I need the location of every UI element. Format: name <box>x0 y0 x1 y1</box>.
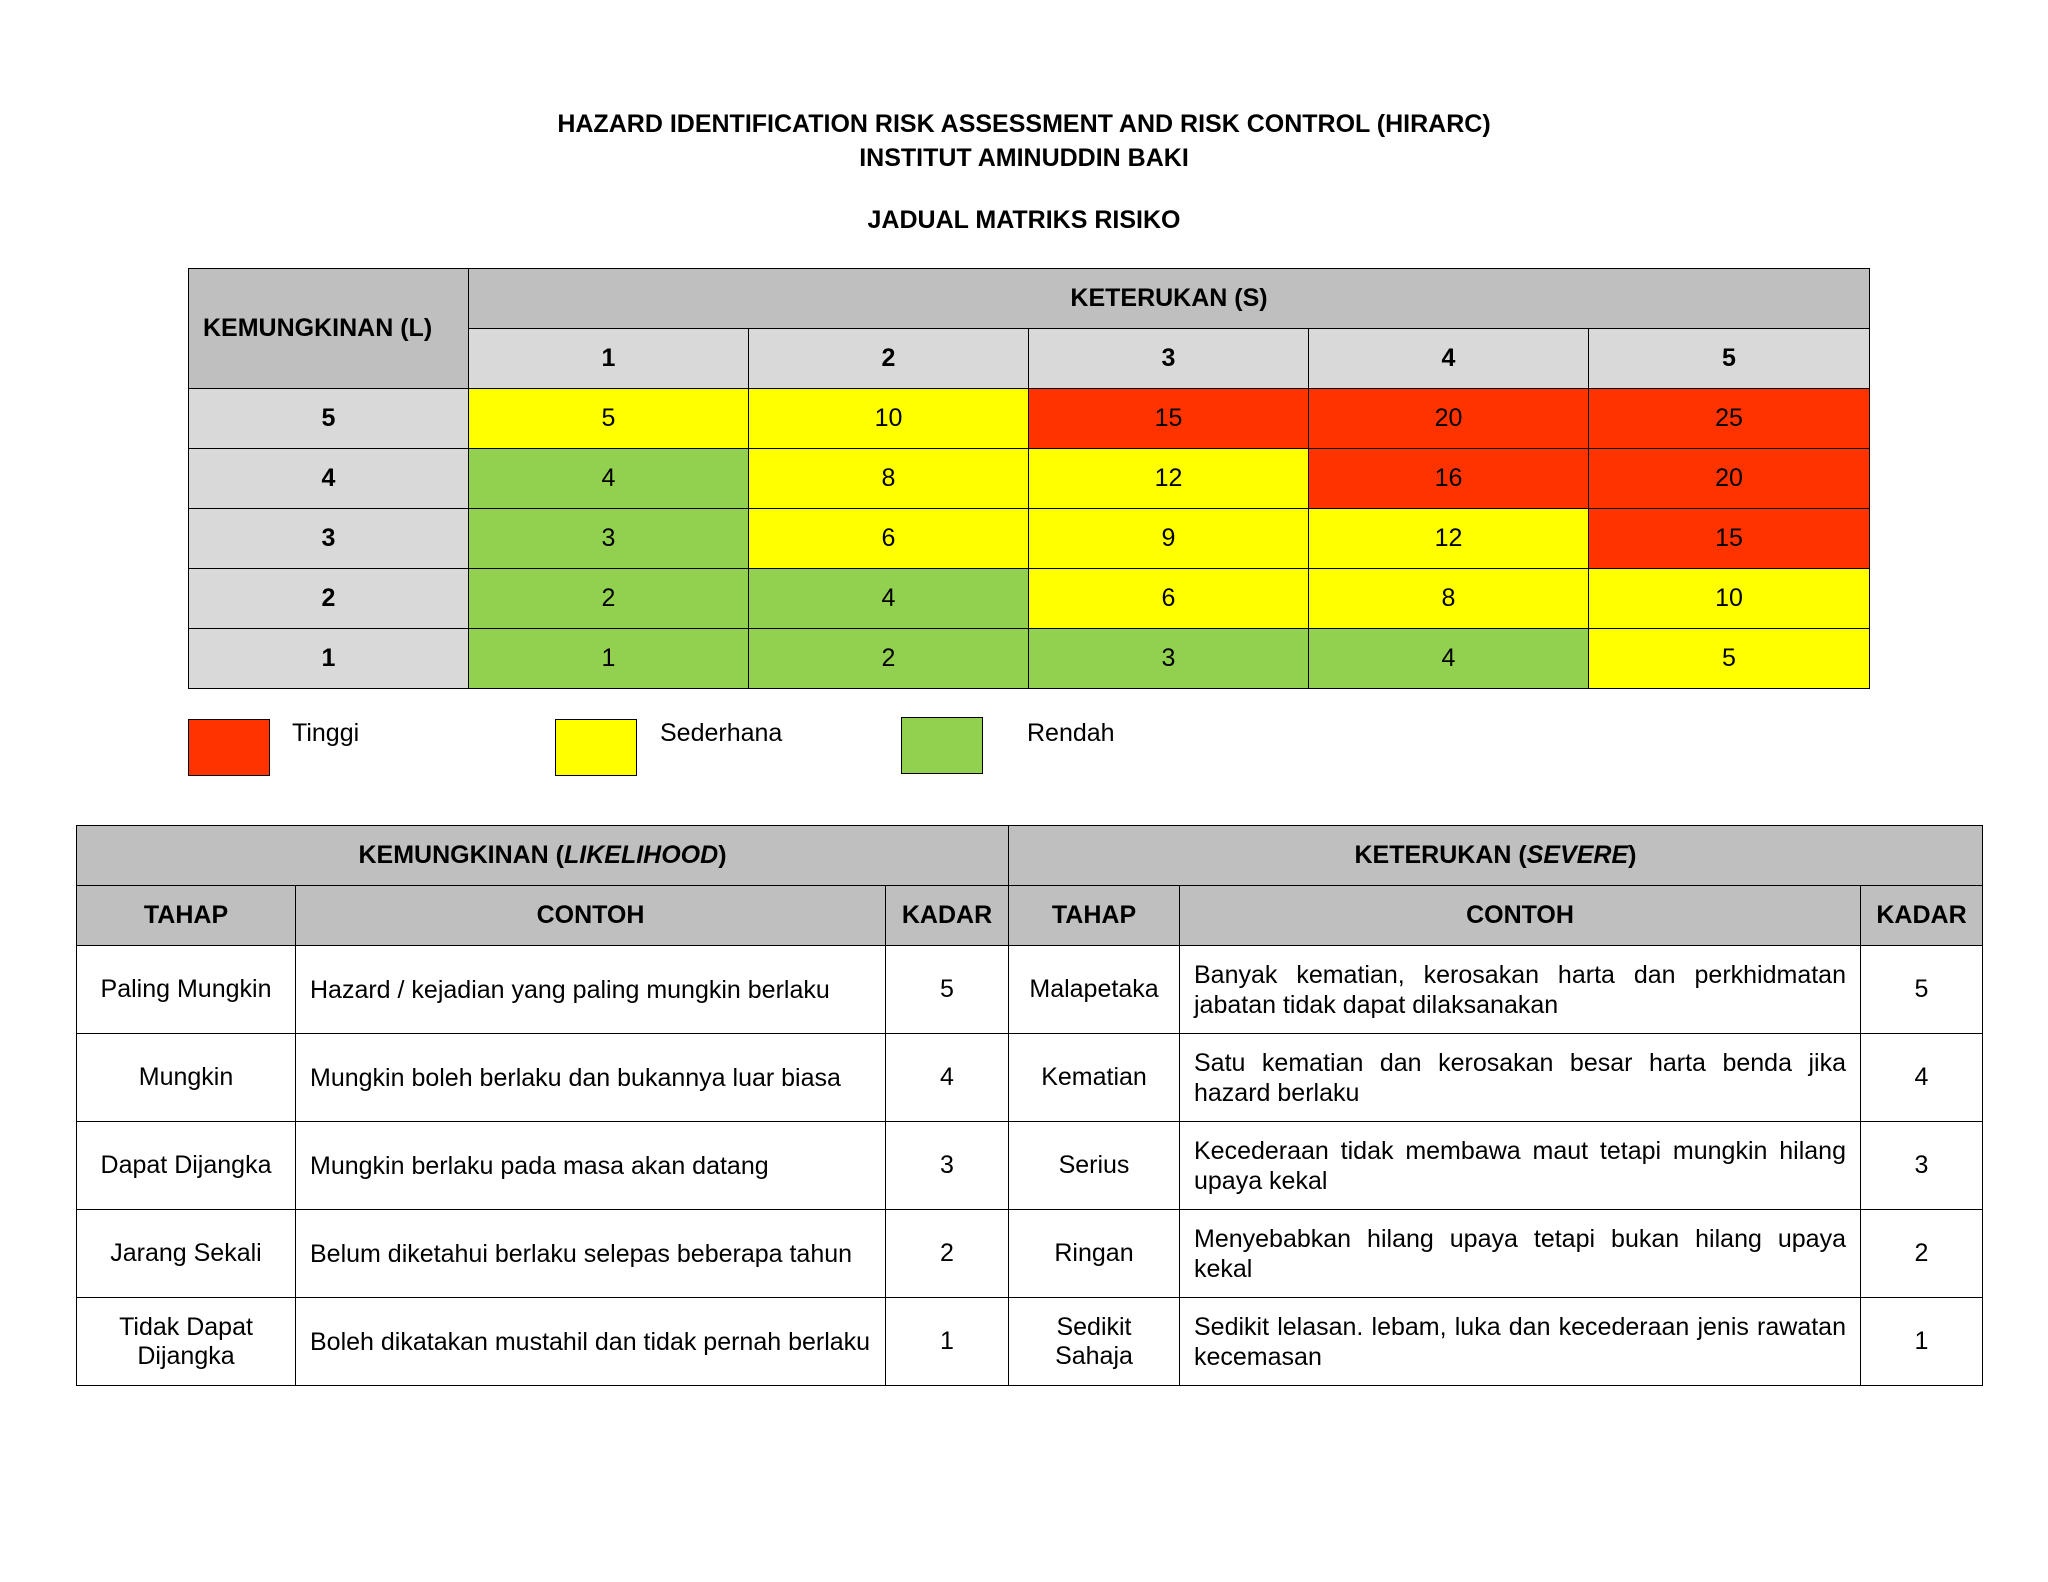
likelihood-contoh-cell: Mungkin berlaku pada masa akan datang <box>296 1122 886 1210</box>
risk-cell-rendah: 2 <box>749 629 1029 689</box>
likelihood-level-label: 4 <box>189 449 469 509</box>
scale-row <box>77 946 1983 1034</box>
severity-tahap-cell: Kematian <box>1009 1034 1180 1122</box>
matrix-row <box>189 389 1870 449</box>
matrix-row <box>189 629 1870 689</box>
risk-cell-tinggi: 20 <box>1309 389 1589 449</box>
legend-label-sederhana: Sederhana <box>660 719 783 747</box>
likelihood-section-header: KEMUNGKINAN (LIKELIHOOD) <box>77 826 1009 886</box>
severity-contoh-cell: Sedikit lelasan. lebam, luka dan kecederaan jenis rawatan kecemasan <box>1180 1298 1861 1386</box>
risk-cell-rendah: 1 <box>469 629 749 689</box>
likelihood-tahap-cell: Paling Mungkin <box>77 946 296 1034</box>
likelihood-contoh-cell: Mungkin boleh berlaku dan bukannya luar biasa <box>296 1034 886 1122</box>
matrix-row <box>189 509 1870 569</box>
risk-cell-rendah: 4 <box>1309 629 1589 689</box>
likelihood-tahap-cell: Dapat Dijangka <box>77 1122 296 1210</box>
document-title: HAZARD IDENTIFICATION RISK ASSESSMENT AND RISK CONTROL (HIRARC) <box>557 110 1491 138</box>
risk-cell-tinggi: 15 <box>1589 509 1870 569</box>
legend-swatch-rendah <box>901 717 983 774</box>
col-header-likelihood-contoh: CONTOH <box>296 886 886 946</box>
risk-cell-sederhana: 8 <box>749 449 1029 509</box>
likelihood-tahap-cell: Jarang Sekali <box>77 1210 296 1298</box>
risk-cell-sederhana: 5 <box>469 389 749 449</box>
institution-name: INSTITUT AMINUDDIN BAKI <box>859 144 1189 172</box>
severity-tahap-cell: Sedikit Sahaja <box>1009 1298 1180 1386</box>
likelihood-tahap-cell: Mungkin <box>77 1034 296 1122</box>
severity-contoh-cell: Banyak kematian, kerosakan harta dan perkhidmatan jabatan tidak dapat dilaksanakan <box>1180 946 1861 1034</box>
severity-tahap-cell: Ringan <box>1009 1210 1180 1298</box>
scale-row <box>77 1210 1983 1298</box>
matrix-title: JADUAL MATRIKS RISIKO <box>867 206 1181 234</box>
severity-kadar-cell: 5 <box>1861 946 1983 1034</box>
severity-level-header: 1 <box>469 329 749 389</box>
severity-level-header: 3 <box>1029 329 1309 389</box>
scale-row <box>77 1122 1983 1210</box>
risk-cell-rendah: 2 <box>469 569 749 629</box>
risk-cell-sederhana: 10 <box>749 389 1029 449</box>
risk-cell-rendah: 3 <box>1029 629 1309 689</box>
likelihood-kadar-cell: 4 <box>886 1034 1009 1122</box>
risk-cell-sederhana: 5 <box>1589 629 1870 689</box>
risk-matrix-table <box>188 268 1870 689</box>
risk-cell-sederhana: 6 <box>749 509 1029 569</box>
severity-section-header: KETERUKAN (SEVERE) <box>1009 826 1983 886</box>
severity-tahap-cell: Malapetaka <box>1009 946 1180 1034</box>
likelihood-contoh-cell: Belum diketahui berlaku selepas beberapa tahun <box>296 1210 886 1298</box>
likelihood-kadar-cell: 3 <box>886 1122 1009 1210</box>
severity-contoh-cell: Kecederaan tidak membawa maut tetapi mungkin hilang upaya kekal <box>1180 1122 1861 1210</box>
risk-cell-tinggi: 25 <box>1589 389 1870 449</box>
legend-swatch-tinggi <box>188 719 270 776</box>
severity-kadar-cell: 2 <box>1861 1210 1983 1298</box>
risk-cell-sederhana: 6 <box>1029 569 1309 629</box>
col-header-likelihood-tahap: TAHAP <box>77 886 296 946</box>
severity-contoh-cell: Menyebabkan hilang upaya tetapi bukan hilang upaya kekal <box>1180 1210 1861 1298</box>
risk-cell-sederhana: 9 <box>1029 509 1309 569</box>
severity-level-header: 5 <box>1589 329 1870 389</box>
col-header-severity-contoh: CONTOH <box>1180 886 1861 946</box>
scale-row <box>77 1298 1983 1386</box>
col-header-likelihood-kadar: KADAR <box>886 886 1009 946</box>
severity-tahap-cell: Serius <box>1009 1122 1180 1210</box>
severity-kadar-cell: 4 <box>1861 1034 1983 1122</box>
matrix-row <box>189 569 1870 629</box>
severity-kadar-cell: 3 <box>1861 1122 1983 1210</box>
severity-level-header: 4 <box>1309 329 1589 389</box>
severity-kadar-cell: 1 <box>1861 1298 1983 1386</box>
severity-level-header: 2 <box>749 329 1029 389</box>
col-header-severity-kadar: KADAR <box>1861 886 1983 946</box>
likelihood-kadar-cell: 5 <box>886 946 1009 1034</box>
risk-cell-sederhana: 10 <box>1589 569 1870 629</box>
likelihood-tahap-cell: Tidak Dapat Dijangka <box>77 1298 296 1386</box>
likelihood-severity-scale-table <box>76 825 1983 1386</box>
legend-swatch-sederhana <box>555 719 637 776</box>
likelihood-level-label: 5 <box>189 389 469 449</box>
risk-cell-sederhana: 12 <box>1029 449 1309 509</box>
likelihood-kadar-cell: 2 <box>886 1210 1009 1298</box>
severity-contoh-cell: Satu kematian dan kerosakan besar harta benda jika hazard berlaku <box>1180 1034 1861 1122</box>
risk-cell-sederhana: 8 <box>1309 569 1589 629</box>
risk-cell-tinggi: 16 <box>1309 449 1589 509</box>
risk-cell-rendah: 3 <box>469 509 749 569</box>
likelihood-level-label: 1 <box>189 629 469 689</box>
col-header-severity-tahap: TAHAP <box>1009 886 1180 946</box>
severity-axis-header: KETERUKAN (S) <box>469 269 1870 329</box>
risk-cell-sederhana: 12 <box>1309 509 1589 569</box>
risk-cell-tinggi: 15 <box>1029 389 1309 449</box>
likelihood-contoh-cell: Hazard / kejadian yang paling mungkin berlaku <box>296 946 886 1034</box>
scale-row <box>77 1034 1983 1122</box>
likelihood-level-label: 3 <box>189 509 469 569</box>
legend-label-tinggi: Tinggi <box>292 719 360 747</box>
likelihood-axis-header: KEMUNGKINAN (L) <box>189 269 469 389</box>
risk-cell-rendah: 4 <box>469 449 749 509</box>
risk-cell-rendah: 4 <box>749 569 1029 629</box>
legend-label-rendah: Rendah <box>1027 719 1115 747</box>
risk-cell-tinggi: 20 <box>1589 449 1870 509</box>
likelihood-contoh-cell: Boleh dikatakan mustahil dan tidak pernah berlaku <box>296 1298 886 1386</box>
likelihood-level-label: 2 <box>189 569 469 629</box>
likelihood-kadar-cell: 1 <box>886 1298 1009 1386</box>
matrix-row <box>189 449 1870 509</box>
